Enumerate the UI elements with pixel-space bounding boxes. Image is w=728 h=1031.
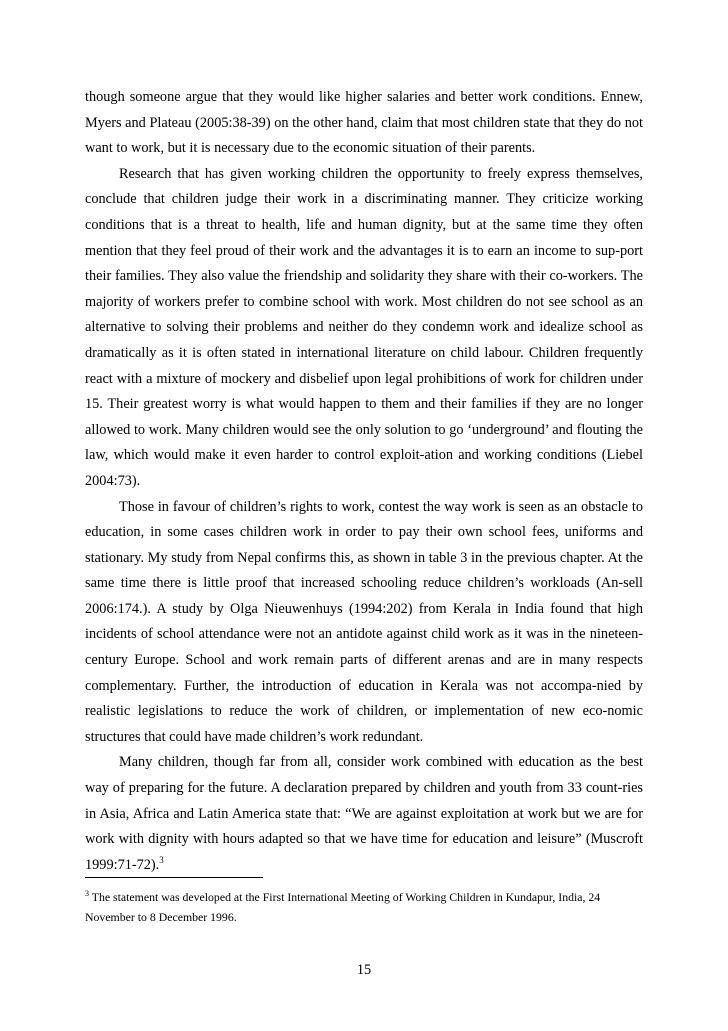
footnote-separator	[85, 877, 263, 878]
footnote-reference[interactable]: 3	[159, 855, 164, 866]
footnote	[85, 887, 643, 927]
paragraph-2: Research that has given working children the opportunity to freely express themselves, conclude that children judge their work in a discriminating manner. They criticize working conditions that is a threat to health, life and human dignity, but at the same time they often mention that they feel proud of their work and the advantages it is to earn an income to sup-port their families. They also value the friendship and solidarity they share with their co-workers. The majority of workers prefer to combine school with work. Most children do not see school as an alternative to solving their problems and neither do they condemn work and idealize school as dramatically as it is often stated in international literature on child labour. Children frequently react with a mixture of mockery and disbelief upon legal prohibitions of work for children under 15. Their greatest worry is what would happen to them and their families if they are no longer allowed to work. Many children would see the only solution to go ‘underground’ and flouting the law, which would make it even harder to control exploit-ation and working conditions (Liebel 2004:73).	[85, 165, 643, 489]
body-text	[85, 85, 643, 878]
footnote-text: The statement was developed at the First International Meeting of Working Children in Kundapur, India, 24 November to 8 December 1996.	[85, 890, 601, 924]
paragraph-3: Those in favour of children’s rights to work, contest the way work is seen as an obstacle to education, in some cases children work in order to pay their own school fees, uniforms and stationary. My study from Nepal confirms this, as shown in table 3 in the previous chapter. At the same time there is little proof that increased schooling reduce children’s workloads (An-sell 2006:174.). A study by Olga Nieuwenhuys (1994:202) from Kerala in India found that high incidents of school attendance were not an antidote against child work as it was in the nineteen-century Europe. School and work remain parts of different arenas and are in many respects complementary. Further, the introduction of education in Kerala was not accompa-nied by realistic legislations to reduce the work of children, or implementation of new eco-nomic structures that could have made children’s work redundant.	[85, 498, 643, 745]
paragraph-4-text: Many children, though far from all, consider work combined with education as the best way of preparing for the future. A declaration prepared by children and youth from 33 count-ries in Asia, Africa and Latin America state that: “We are against exploitation at work but we are for work with dignity with hours adapted so that we have time for education and leisure” (Muscroft 1999:71-72).	[85, 754, 643, 873]
footnote-number: 3	[85, 889, 89, 899]
page-number: 15	[356, 962, 372, 978]
paragraph-4	[85, 750, 643, 878]
paragraph-1: though someone argue that they would like higher salaries and better work conditions. Ennew, Myers and Plateau (2005:38-39) on the other hand, claim that most children state that they do not want to work, but it is necessary due to the economic situation of their parents.	[85, 89, 643, 157]
